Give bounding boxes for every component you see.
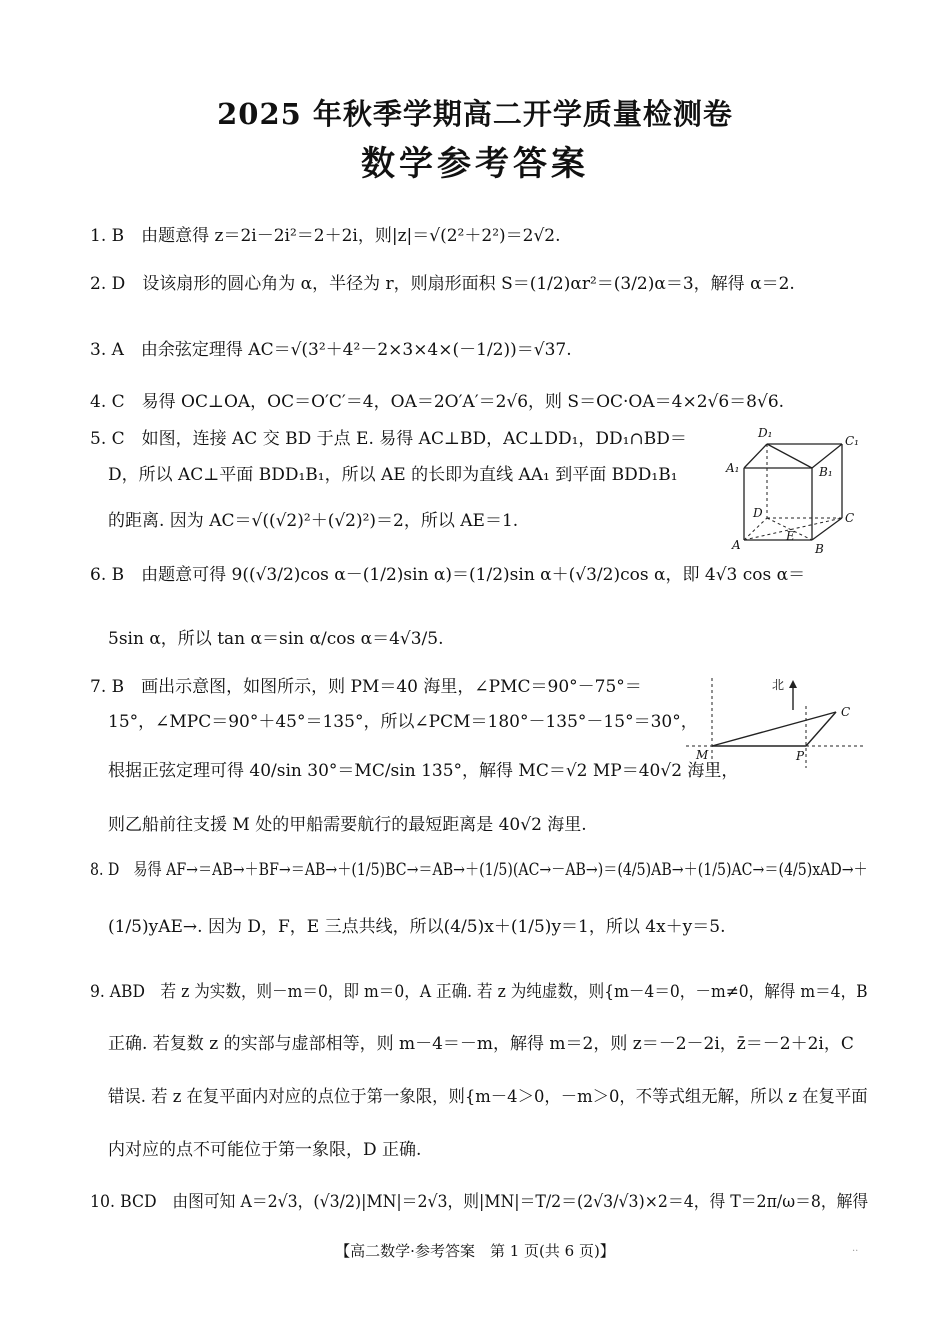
nav-label-P: P xyxy=(796,749,805,763)
answer-8-line-1: 8. D 易得 AF→＝AB→＋BF→＝AB→＋(1/5)BC→＝AB→＋(1/5)(AC→－AB→)＝(4/5)AB→＋(1/5)AC→＝(4/5)xAD→＋ xyxy=(90,860,868,880)
answer-3: 3. A 由余弦定理得 AC＝√(3²＋4²－2×3×4×(－1/2))＝√37. xyxy=(90,340,572,360)
answer-9-line-1: 9. ABD 若 z 为实数，则－m＝0，即 m＝0，A 正确. 若 z 为纯虚数，则{m－4＝0，－m≠0，解得 m＝4，B xyxy=(90,982,868,1002)
answer-title: 数学参考答案 xyxy=(361,144,589,184)
north-arrow-icon xyxy=(789,680,797,688)
answer-6-line-1: 6. B 由题意可得 9((√3/2)cos α－(1/2)sin α)＝(1/2)sin α＋(√3/2)cos α，即 4√3 cos α＝ xyxy=(90,565,806,585)
answer-5-line-1: 5. C 如图，连接 AC 交 BD 于点 E. 易得 AC⊥BD，AC⊥DD₁，DD₁∩BD＝ xyxy=(90,429,687,449)
answer-7-line-3: 根据正弦定理可得 40/sin 30°＝MC/sin 135°，解得 MC＝√2 MP＝40√2 海里， xyxy=(108,761,739,781)
cube-label-A: A xyxy=(732,538,741,552)
nav-label-C: C xyxy=(841,705,851,719)
answer-9-line-4: 内对应的点不可能位于第一象限，D 正确. xyxy=(108,1140,422,1160)
answer-7-line-2: 15°，∠MPC＝90°＋45°＝135°，所以∠PCM＝180°－135°－15°＝30°， xyxy=(108,712,698,732)
cube-label-E: E xyxy=(786,529,795,543)
exam-title: 2025 年秋季学期高二开学质量检测卷 xyxy=(217,97,733,131)
answer-4: 4. C 易得 OC⊥OA，OC＝O′C′＝4，OA＝2O′A′＝2√6，则 S＝OC·OA＝4×2√6＝8√6. xyxy=(90,392,785,412)
answer-6-line-2: 5sin α，所以 tan α＝sin α/cos α＝4√3/5. xyxy=(108,629,444,649)
page-footer: 【高二数学·参考答案 第 1 页(共 6 页)】 xyxy=(335,1242,615,1260)
cube-label-C: C xyxy=(845,511,855,525)
answer-9-line-2: 正确. 若复数 z 的实部与虚部相等，则 m－4＝－m，解得 m＝2，则 z＝－2－2i，z̄＝－2＋2i，C xyxy=(108,1034,854,1054)
answer-5-line-2: D，所以 AC⊥平面 BDD₁B₁，所以 AE 的长即为直线 AA₁ 到平面 BDD₁B₁ xyxy=(108,465,678,485)
answer-8-line-2: (1/5)yAE→. 因为 D，F，E 三点共线，所以(4/5)x＋(1/5)y＝1，所以 4x＋y＝5. xyxy=(108,917,726,937)
cube-label-B: B xyxy=(815,542,824,556)
answer-5-line-3: 的距离. 因为 AC＝√((√2)²＋(√2)²)＝2，所以 AE＝1. xyxy=(108,511,519,531)
nav-label-M: M xyxy=(696,748,709,762)
answer-10-line-1: 10. BCD 由图可知 A＝2√3，(√3/2)|MN|＝2√3，则|MN|＝T/2＝(2√3/√3)×2＝4，得 T＝2π/ω＝8，解得 xyxy=(90,1192,869,1212)
answer-1: 1. B 由题意得 z＝2i－2i²＝2＋2i，则|z|＝√(2²＋2²)＝2√2. xyxy=(90,226,561,246)
answer-7-line-1: 7. B 画出示意图，如图所示，则 PM＝40 海里，∠PMC＝90°－75°＝ xyxy=(90,677,642,697)
cube-label-D1: D₁ xyxy=(758,426,773,440)
cube-figure xyxy=(722,424,870,560)
footer-mark: .. xyxy=(852,1243,859,1254)
cube-label-A1: A₁ xyxy=(726,461,740,475)
cube-label-C1: C₁ xyxy=(845,434,859,448)
cube-label-D: D xyxy=(753,506,763,520)
answer-9-line-3: 错误. 若 z 在复平面内对应的点位于第一象限，则{m－4＞0，－m＞0，不等式组无解，所以 z 在复平面 xyxy=(108,1087,868,1107)
navigation-figure xyxy=(686,670,866,770)
answer-2: 2. D 设该扇形的圆心角为 α，半径为 r，则扇形面积 S＝(1/2)αr²＝(3/2)α＝3，解得 α＝2. xyxy=(90,274,795,294)
answer-7-line-4: 则乙船前往支援 M 处的甲船需要航行的最短距离是 40√2 海里. xyxy=(108,815,587,835)
cube-label-B1: B₁ xyxy=(819,465,833,479)
north-label: 北 xyxy=(772,678,785,692)
